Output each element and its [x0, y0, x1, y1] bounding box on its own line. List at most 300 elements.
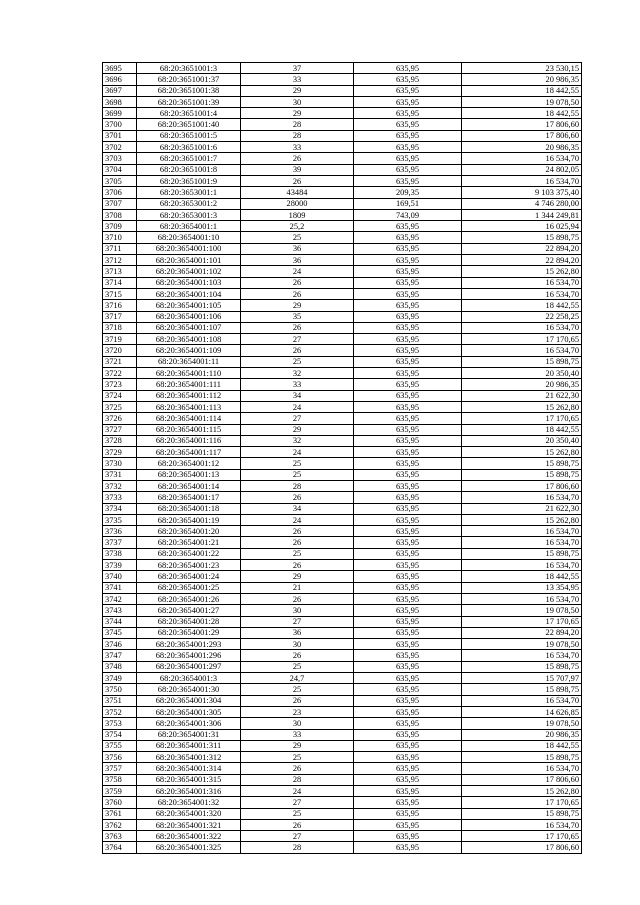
cadastral-value-cell: 24 802,05	[462, 164, 582, 175]
table-body	[103, 63, 582, 854]
row-number-cell: 3740	[103, 571, 137, 582]
row-number-cell: 3698	[103, 96, 137, 107]
table-row	[103, 221, 582, 232]
specific-value-cell: 635,95	[354, 673, 462, 684]
area-cell: 27	[241, 831, 354, 842]
table-row	[103, 119, 582, 130]
specific-value-cell: 635,95	[354, 684, 462, 695]
area-cell: 26	[241, 560, 354, 571]
cadastral-number-cell: 68:20:3654001:22	[137, 548, 241, 559]
area-cell: 32	[241, 368, 354, 379]
cadastral-value-cell: 15 898,75	[462, 548, 582, 559]
area-cell: 33	[241, 729, 354, 740]
row-number-cell: 3737	[103, 537, 137, 548]
row-number-cell: 3717	[103, 311, 137, 322]
cadastral-number-cell: 68:20:3654001:12	[137, 458, 241, 469]
table-row	[103, 831, 582, 842]
area-cell: 23	[241, 706, 354, 717]
area-cell: 39	[241, 164, 354, 175]
row-number-cell: 3707	[103, 198, 137, 209]
specific-value-cell: 635,95	[354, 413, 462, 424]
cadastral-value-cell: 16 534,70	[462, 695, 582, 706]
cadastral-number-cell: 68:20:3654001:14	[137, 480, 241, 491]
cadastral-value-cell: 15 898,75	[462, 458, 582, 469]
specific-value-cell: 635,95	[354, 447, 462, 458]
area-cell: 34	[241, 503, 354, 514]
table-row	[103, 582, 582, 593]
table-row	[103, 379, 582, 390]
cadastral-number-cell: 68:20:3654001:320	[137, 808, 241, 819]
cadastral-number-cell: 68:20:3654001:105	[137, 300, 241, 311]
cadastral-value-cell: 16 534,70	[462, 322, 582, 333]
cadastral-value-cell: 20 986,35	[462, 729, 582, 740]
specific-value-cell: 635,95	[354, 706, 462, 717]
specific-value-cell: 635,95	[354, 503, 462, 514]
specific-value-cell: 635,95	[354, 74, 462, 85]
cadastral-number-cell: 68:20:3654001:30	[137, 684, 241, 695]
cadastral-value-cell: 16 534,70	[462, 175, 582, 186]
area-cell: 24	[241, 514, 354, 525]
specific-value-cell: 635,95	[354, 153, 462, 164]
row-number-cell: 3736	[103, 526, 137, 537]
table-row	[103, 526, 582, 537]
specific-value-cell: 635,95	[354, 593, 462, 604]
cadastral-number-cell: 68:20:3651001:9	[137, 175, 241, 186]
area-cell: 25	[241, 808, 354, 819]
row-number-cell: 3738	[103, 548, 137, 559]
table-row	[103, 424, 582, 435]
area-cell: 30	[241, 639, 354, 650]
row-number-cell: 3752	[103, 706, 137, 717]
cadastral-value-cell: 15 262,80	[462, 447, 582, 458]
cadastral-number-cell: 68:20:3654001:116	[137, 435, 241, 446]
cadastral-number-cell: 68:20:3654001:306	[137, 718, 241, 729]
row-number-cell: 3757	[103, 763, 137, 774]
cadastral-value-cell: 16 534,70	[462, 650, 582, 661]
row-number-cell: 3703	[103, 153, 137, 164]
row-number-cell: 3723	[103, 379, 137, 390]
cadastral-number-cell: 68:20:3651001:40	[137, 119, 241, 130]
cadastral-value-cell: 15 898,75	[462, 356, 582, 367]
row-number-cell: 3747	[103, 650, 137, 661]
specific-value-cell: 635,95	[354, 356, 462, 367]
cadastral-number-cell: 68:20:3654001:297	[137, 661, 241, 672]
row-number-cell: 3722	[103, 368, 137, 379]
cadastral-number-cell: 68:20:3654001:20	[137, 526, 241, 537]
specific-value-cell: 635,95	[354, 390, 462, 401]
cadastral-value-cell: 17 170,65	[462, 616, 582, 627]
cadastral-number-cell: 68:20:3654001:32	[137, 797, 241, 808]
cadastral-number-cell: 68:20:3654001:315	[137, 774, 241, 785]
table-row	[103, 345, 582, 356]
row-number-cell: 3744	[103, 616, 137, 627]
table-row	[103, 684, 582, 695]
row-number-cell: 3709	[103, 221, 137, 232]
cadastral-number-cell: 68:20:3651001:38	[137, 85, 241, 96]
specific-value-cell: 635,95	[354, 119, 462, 130]
area-cell: 28	[241, 842, 354, 853]
row-number-cell: 3701	[103, 130, 137, 141]
cadastral-value-cell: 16 025,94	[462, 221, 582, 232]
cadastral-number-cell: 68:20:3654001:26	[137, 593, 241, 604]
cadastral-value-cell: 19 078,50	[462, 639, 582, 650]
specific-value-cell: 635,95	[354, 627, 462, 638]
table-row	[103, 548, 582, 559]
cadastral-number-cell: 68:20:3654001:100	[137, 243, 241, 254]
area-cell: 26	[241, 537, 354, 548]
cadastral-value-cell: 15 707,97	[462, 673, 582, 684]
table-row	[103, 639, 582, 650]
cadastral-value-cell: 19 078,50	[462, 96, 582, 107]
area-cell: 25	[241, 232, 354, 243]
specific-value-cell: 635,95	[354, 458, 462, 469]
area-cell: 26	[241, 345, 354, 356]
specific-value-cell: 635,95	[354, 232, 462, 243]
cadastral-number-cell: 68:20:3654001:109	[137, 345, 241, 356]
table-row	[103, 311, 582, 322]
cadastral-value-cell: 21 622,30	[462, 503, 582, 514]
row-number-cell: 3756	[103, 752, 137, 763]
table-row	[103, 661, 582, 672]
table-row	[103, 492, 582, 503]
area-cell: 26	[241, 593, 354, 604]
specific-value-cell: 635,95	[354, 514, 462, 525]
row-number-cell: 3755	[103, 740, 137, 751]
table-row	[103, 469, 582, 480]
cadastral-number-cell: 68:20:3653001:3	[137, 209, 241, 220]
row-number-cell: 3739	[103, 560, 137, 571]
cadastral-value-cell: 17 170,65	[462, 334, 582, 345]
cadastral-number-cell: 68:20:3653001:2	[137, 198, 241, 209]
cadastral-number-cell: 68:20:3651001:4	[137, 108, 241, 119]
cadastral-value-cell: 15 262,80	[462, 514, 582, 525]
cadastral-number-cell: 68:20:3654001:304	[137, 695, 241, 706]
table-row	[103, 356, 582, 367]
row-number-cell: 3721	[103, 356, 137, 367]
area-cell: 32	[241, 435, 354, 446]
table-row	[103, 243, 582, 254]
specific-value-cell: 635,95	[354, 729, 462, 740]
area-cell: 26	[241, 650, 354, 661]
cadastral-number-cell: 68:20:3654001:102	[137, 266, 241, 277]
table-row	[103, 85, 582, 96]
table-row	[103, 695, 582, 706]
row-number-cell: 3741	[103, 582, 137, 593]
cadastral-value-cell: 16 534,70	[462, 560, 582, 571]
area-cell: 25	[241, 469, 354, 480]
table-row	[103, 108, 582, 119]
row-number-cell: 3753	[103, 718, 137, 729]
area-cell: 25	[241, 684, 354, 695]
table-row	[103, 808, 582, 819]
cadastral-value-cell: 17 170,65	[462, 797, 582, 808]
cadastral-value-cell: 16 534,70	[462, 153, 582, 164]
table-row	[103, 752, 582, 763]
table-row	[103, 187, 582, 198]
cadastral-value-cell: 15 262,80	[462, 786, 582, 797]
cadastral-value-cell: 16 534,70	[462, 277, 582, 288]
table-row	[103, 786, 582, 797]
row-number-cell: 3763	[103, 831, 137, 842]
specific-value-cell: 635,95	[354, 695, 462, 706]
table-row	[103, 616, 582, 627]
cadastral-number-cell: 68:20:3654001:21	[137, 537, 241, 548]
table-row	[103, 334, 582, 345]
table-row	[103, 255, 582, 266]
specific-value-cell: 635,95	[354, 368, 462, 379]
area-cell: 24	[241, 401, 354, 412]
cadastral-value-cell: 17 806,60	[462, 119, 582, 130]
row-number-cell: 3725	[103, 401, 137, 412]
row-number-cell: 3702	[103, 142, 137, 153]
cadastral-number-cell: 68:20:3654001:13	[137, 469, 241, 480]
cadastral-number-cell: 68:20:3654001:18	[137, 503, 241, 514]
cadastral-number-cell: 68:20:3651001:3	[137, 63, 241, 74]
specific-value-cell: 635,95	[354, 243, 462, 254]
specific-value-cell: 635,95	[354, 130, 462, 141]
area-cell: 29	[241, 85, 354, 96]
specific-value-cell: 635,95	[354, 108, 462, 119]
cadastral-value-cell: 22 894,20	[462, 627, 582, 638]
specific-value-cell: 635,95	[354, 526, 462, 537]
cadastral-number-cell: 68:20:3654001:17	[137, 492, 241, 503]
cadastral-number-cell: 68:20:3654001:325	[137, 842, 241, 853]
cadastral-number-cell: 68:20:3651001:5	[137, 130, 241, 141]
cadastral-number-cell: 68:20:3653001:1	[137, 187, 241, 198]
area-cell: 37	[241, 63, 354, 74]
cadastral-number-cell: 68:20:3654001:293	[137, 639, 241, 650]
area-cell: 33	[241, 379, 354, 390]
table-row	[103, 390, 582, 401]
specific-value-cell: 635,95	[354, 650, 462, 661]
row-number-cell: 3708	[103, 209, 137, 220]
cadastral-number-cell: 68:20:3654001:305	[137, 706, 241, 717]
cadastral-value-cell: 15 898,75	[462, 469, 582, 480]
row-number-cell: 3724	[103, 390, 137, 401]
specific-value-cell: 635,95	[354, 175, 462, 186]
table-row	[103, 673, 582, 684]
area-cell: 27	[241, 334, 354, 345]
cadastral-number-cell: 68:20:3654001:29	[137, 627, 241, 638]
row-number-cell: 3745	[103, 627, 137, 638]
area-cell: 28	[241, 119, 354, 130]
area-cell: 28000	[241, 198, 354, 209]
area-cell: 36	[241, 627, 354, 638]
specific-value-cell: 635,95	[354, 435, 462, 446]
row-number-cell: 3720	[103, 345, 137, 356]
row-number-cell: 3761	[103, 808, 137, 819]
table-row	[103, 503, 582, 514]
specific-value-cell: 635,95	[354, 560, 462, 571]
table-row	[103, 96, 582, 107]
area-cell: 34	[241, 390, 354, 401]
row-number-cell: 3706	[103, 187, 137, 198]
cadastral-value-cell: 4 746 280,00	[462, 198, 582, 209]
cadastral-number-cell: 68:20:3654001:11	[137, 356, 241, 367]
table-row	[103, 729, 582, 740]
table-row	[103, 480, 582, 491]
cadastral-value-cell: 22 894,20	[462, 243, 582, 254]
row-number-cell: 3700	[103, 119, 137, 130]
specific-value-cell: 635,95	[354, 831, 462, 842]
cadastral-number-cell: 68:20:3654001:25	[137, 582, 241, 593]
area-cell: 28	[241, 774, 354, 785]
area-cell: 27	[241, 413, 354, 424]
cadastral-number-cell: 68:20:3654001:321	[137, 819, 241, 830]
cadastral-value-cell: 19 078,50	[462, 718, 582, 729]
area-cell: 24,7	[241, 673, 354, 684]
cadastral-value-cell: 22 894,20	[462, 255, 582, 266]
specific-value-cell: 635,95	[354, 605, 462, 616]
row-number-cell: 3695	[103, 63, 137, 74]
cadastral-number-cell: 68:20:3654001:322	[137, 831, 241, 842]
cadastral-number-cell: 68:20:3651001:8	[137, 164, 241, 175]
table-row	[103, 706, 582, 717]
specific-value-cell: 635,95	[354, 797, 462, 808]
area-cell: 30	[241, 718, 354, 729]
cadastral-value-cell: 23 530,15	[462, 63, 582, 74]
cadastral-number-cell: 68:20:3654001:296	[137, 650, 241, 661]
row-number-cell: 3713	[103, 266, 137, 277]
specific-value-cell: 169,51	[354, 198, 462, 209]
cadastral-number-cell: 68:20:3651001:6	[137, 142, 241, 153]
area-cell: 26	[241, 288, 354, 299]
row-number-cell: 3728	[103, 435, 137, 446]
specific-value-cell: 635,95	[354, 322, 462, 333]
specific-value-cell: 635,95	[354, 842, 462, 853]
table-row	[103, 232, 582, 243]
specific-value-cell: 635,95	[354, 480, 462, 491]
cadastral-number-cell: 68:20:3654001:106	[137, 311, 241, 322]
area-cell: 25	[241, 661, 354, 672]
specific-value-cell: 635,95	[354, 571, 462, 582]
table-row	[103, 560, 582, 571]
cadastral-number-cell: 68:20:3654001:1	[137, 221, 241, 232]
cadastral-value-cell: 20 350,40	[462, 368, 582, 379]
cadastral-value-cell: 16 534,70	[462, 492, 582, 503]
area-cell: 33	[241, 74, 354, 85]
table-row	[103, 288, 582, 299]
table-row	[103, 650, 582, 661]
cadastral-value-cell: 17 170,65	[462, 831, 582, 842]
table-row	[103, 413, 582, 424]
specific-value-cell: 635,95	[354, 424, 462, 435]
area-cell: 26	[241, 153, 354, 164]
cadastral-number-cell: 68:20:3654001:3	[137, 673, 241, 684]
cadastral-value-cell: 16 534,70	[462, 763, 582, 774]
specific-value-cell: 635,95	[354, 142, 462, 153]
area-cell: 29	[241, 300, 354, 311]
table-row	[103, 164, 582, 175]
area-cell: 26	[241, 492, 354, 503]
area-cell: 33	[241, 142, 354, 153]
row-number-cell: 3746	[103, 639, 137, 650]
cadastral-value-cell: 16 534,70	[462, 288, 582, 299]
table-row	[103, 571, 582, 582]
row-number-cell: 3742	[103, 593, 137, 604]
area-cell: 26	[241, 819, 354, 830]
cadastral-value-cell: 20 986,35	[462, 142, 582, 153]
row-number-cell: 3704	[103, 164, 137, 175]
cadastral-value-cell: 20 350,40	[462, 435, 582, 446]
area-cell: 24	[241, 447, 354, 458]
cadastral-number-cell: 68:20:3654001:311	[137, 740, 241, 751]
cadastral-value-cell: 17 806,60	[462, 480, 582, 491]
row-number-cell: 3705	[103, 175, 137, 186]
row-number-cell: 3729	[103, 447, 137, 458]
table-row	[103, 368, 582, 379]
row-number-cell: 3699	[103, 108, 137, 119]
cadastral-value-cell: 18 442,55	[462, 571, 582, 582]
specific-value-cell: 635,95	[354, 537, 462, 548]
area-cell: 25	[241, 752, 354, 763]
area-cell: 29	[241, 108, 354, 119]
cadastral-number-cell: 68:20:3654001:111	[137, 379, 241, 390]
area-cell: 26	[241, 322, 354, 333]
row-number-cell: 3764	[103, 842, 137, 853]
area-cell: 43484	[241, 187, 354, 198]
cadastral-value-cell: 15 898,75	[462, 752, 582, 763]
specific-value-cell: 635,95	[354, 819, 462, 830]
table-row	[103, 447, 582, 458]
table-row	[103, 593, 582, 604]
cadastral-number-cell: 68:20:3654001:101	[137, 255, 241, 266]
specific-value-cell: 635,95	[354, 277, 462, 288]
table-row	[103, 266, 582, 277]
table-row	[103, 142, 582, 153]
table-row	[103, 198, 582, 209]
area-cell: 30	[241, 605, 354, 616]
row-number-cell: 3762	[103, 819, 137, 830]
cadastral-number-cell: 68:20:3654001:316	[137, 786, 241, 797]
table-row	[103, 300, 582, 311]
row-number-cell: 3732	[103, 480, 137, 491]
area-cell: 25	[241, 356, 354, 367]
specific-value-cell: 635,95	[354, 786, 462, 797]
row-number-cell: 3748	[103, 661, 137, 672]
table-row	[103, 842, 582, 853]
table-row	[103, 74, 582, 85]
specific-value-cell: 209,35	[354, 187, 462, 198]
specific-value-cell: 635,95	[354, 85, 462, 96]
row-number-cell: 3760	[103, 797, 137, 808]
specific-value-cell: 635,95	[354, 63, 462, 74]
table-row	[103, 209, 582, 220]
cadastral-number-cell: 68:20:3654001:112	[137, 390, 241, 401]
cadastral-value-cell: 18 442,55	[462, 85, 582, 96]
specific-value-cell: 635,95	[354, 582, 462, 593]
row-number-cell: 3712	[103, 255, 137, 266]
cadastral-value-cell: 17 806,60	[462, 130, 582, 141]
specific-value-cell: 635,95	[354, 401, 462, 412]
specific-value-cell: 635,95	[354, 492, 462, 503]
area-cell: 36	[241, 243, 354, 254]
table-row	[103, 763, 582, 774]
row-number-cell: 3726	[103, 413, 137, 424]
table-row	[103, 153, 582, 164]
cadastral-value-cell: 19 078,50	[462, 605, 582, 616]
cadastral-value-cell: 1 344 249,81	[462, 209, 582, 220]
cadastral-value-cell: 16 534,70	[462, 537, 582, 548]
row-number-cell: 3743	[103, 605, 137, 616]
table-row	[103, 605, 582, 616]
cadastral-value-table	[102, 62, 582, 854]
specific-value-cell: 635,95	[354, 288, 462, 299]
cadastral-value-cell: 15 898,75	[462, 684, 582, 695]
row-number-cell: 3730	[103, 458, 137, 469]
specific-value-cell: 635,95	[354, 266, 462, 277]
cadastral-number-cell: 68:20:3654001:23	[137, 560, 241, 571]
